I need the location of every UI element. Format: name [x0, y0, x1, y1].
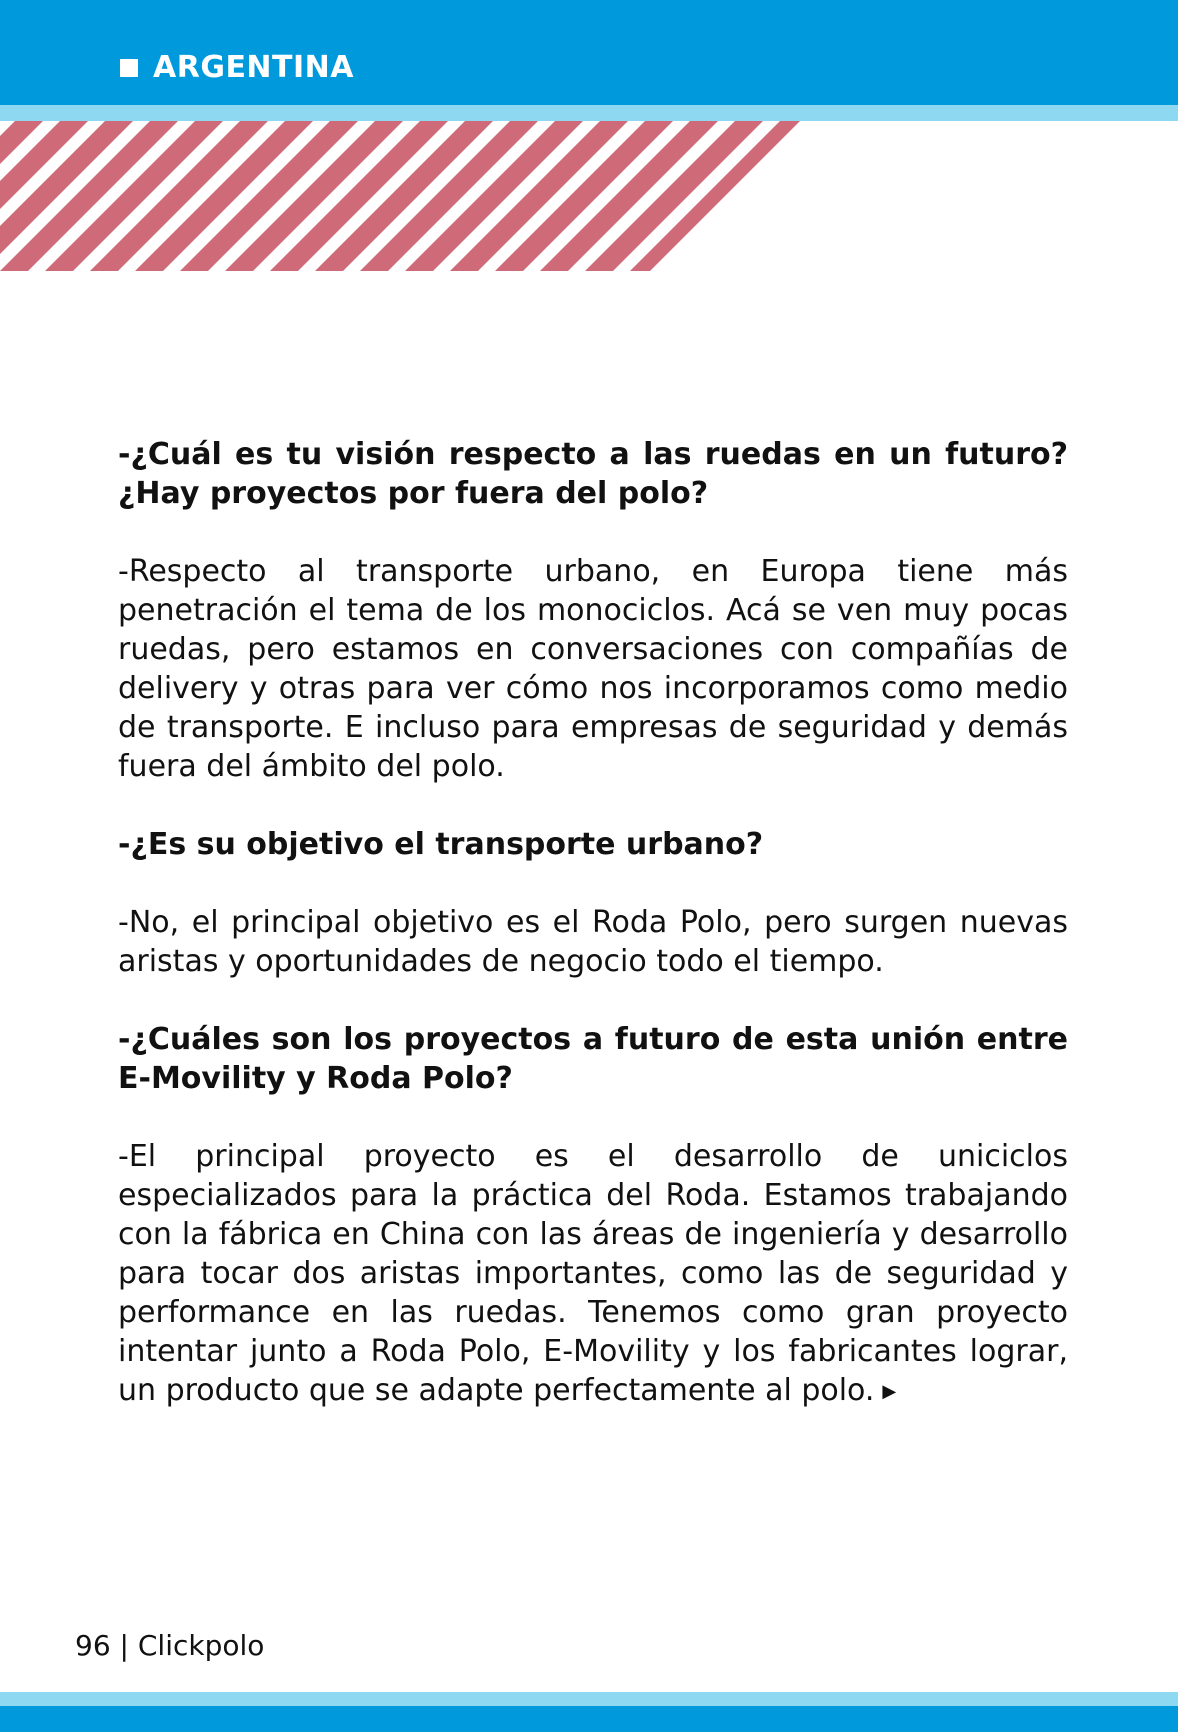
question-3: -¿Cuáles son los proyectos a futuro de esta unión entre E-Movility y Roda Polo? — [118, 1022, 1068, 1096]
article-body — [118, 435, 1068, 1450]
question-2: -¿Es su objetivo el transporte urbano? — [118, 827, 764, 862]
continue-arrow-icon: ▶ — [882, 1381, 897, 1402]
footer-bar — [0, 1706, 1178, 1732]
question-1: -¿Cuál es tu visión respecto a las ruedas en un futuro? ¿Hay proyectos por fuera del polo? — [118, 437, 1068, 511]
square-bullet-icon — [120, 59, 138, 77]
diagonal-hatch-decoration — [0, 121, 800, 271]
footer-accent-stripe — [0, 1692, 1178, 1706]
answer-1: -Respecto al transporte urbano, en Europa tiene más penetración el tema de los monociclos. Acá se ven muy pocas ruedas, pero estamos en conversaciones con compañías de delivery y otras para ver cómo nos incorporamos como medio de transporte. E incluso para empresas de seguridad y demás fuera del ámbito del polo. — [118, 554, 1068, 784]
answer-3 — [118, 1137, 1068, 1411]
section-label — [120, 48, 354, 88]
answer-2: -No, el principal objetivo es el Roda Polo, pero surgen nuevas aristas y oportunidades de negocio todo el tiempo. — [118, 905, 1068, 979]
section-title: ARGENTINA — [153, 50, 354, 85]
answer-3-text: -El principal proyecto es el desarrollo de uniciclos especializados para la práctica del Roda. Estamos trabajando con la fábrica en China con las áreas de ingeniería y desarrollo para tocar dos aristas importantes, como las de seguridad y performance en las ruedas. Tenemos como gran proyecto intentar junto a Roda Polo, E-Movility y los fabricantes lograr, un producto que se adapte perfectamente al polo. — [118, 1139, 1068, 1408]
page-footer: 96 | Clickpolo — [75, 1629, 265, 1662]
header-accent-stripe — [0, 105, 1178, 121]
